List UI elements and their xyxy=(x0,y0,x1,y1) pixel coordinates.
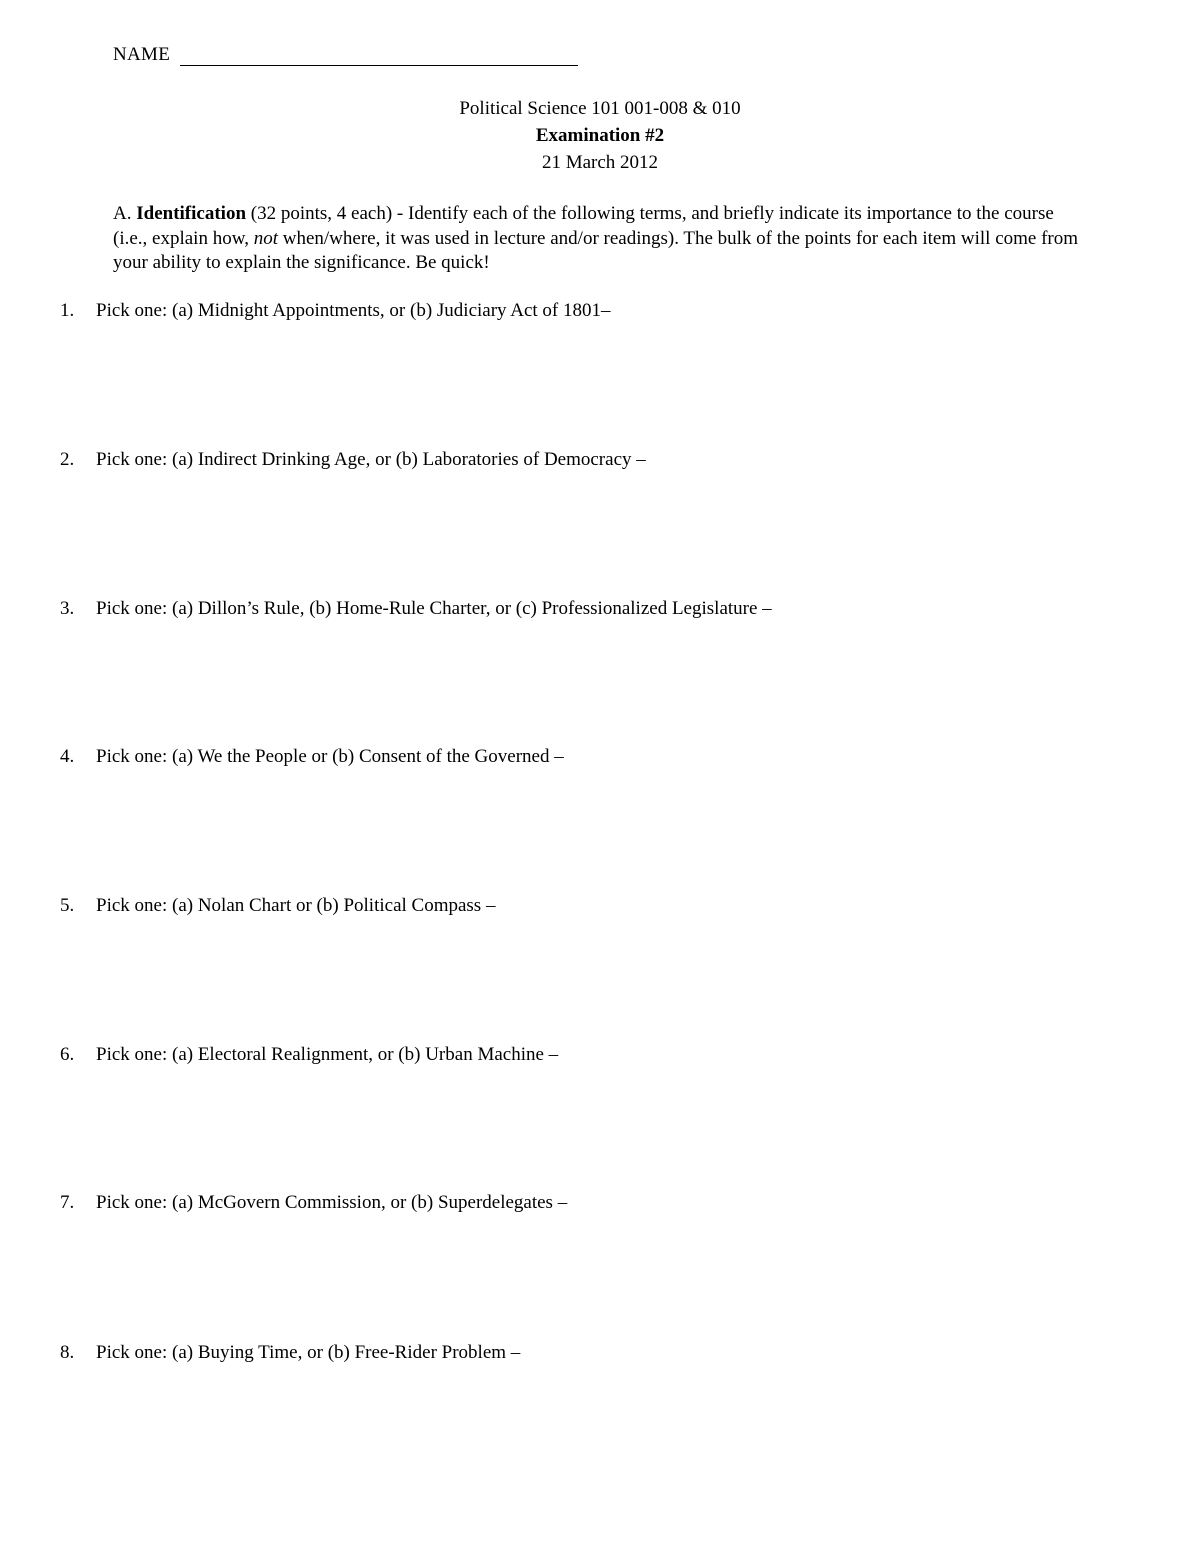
question-7 xyxy=(60,1192,567,1214)
question-3 xyxy=(60,598,772,620)
question-1 xyxy=(60,300,611,322)
name-label: NAME xyxy=(113,44,171,65)
question-6 xyxy=(60,1044,558,1066)
section-a-prefix: A. xyxy=(113,203,132,224)
exam-header xyxy=(0,95,1200,176)
exam-title: Examination #2 xyxy=(535,125,665,146)
question-text: Pick one: (a) McGovern Commission, or (b) Superdelegates – xyxy=(96,1192,568,1213)
question-number: 8. xyxy=(60,1342,75,1363)
section-a-instructions xyxy=(113,202,1088,276)
question-text: Pick one: (a) Electoral Realignment, or (b) Urban Machine – xyxy=(96,1044,559,1065)
question-4 xyxy=(60,746,564,768)
question-number: 3. xyxy=(60,598,75,619)
name-field xyxy=(113,44,578,66)
question-number: 4. xyxy=(60,746,75,767)
question-text: Pick one: (a) Buying Time, or (b) Free-Rider Problem – xyxy=(96,1342,521,1363)
section-a-emphasis: not xyxy=(253,227,278,249)
question-text: Pick one: (a) Dillon’s Rule, (b) Home-Rule Charter, or (c) Professionalized Legislature – xyxy=(96,598,772,619)
question-2 xyxy=(60,449,646,471)
question-8 xyxy=(60,1342,520,1364)
question-number: 2. xyxy=(60,449,75,470)
section-a-heading: Identification xyxy=(136,203,247,224)
course-title: Political Science 101 001-008 & 010 xyxy=(459,98,741,119)
question-text: Pick one: (a) Midnight Appointments, or (b) Judiciary Act of 1801– xyxy=(96,300,611,321)
question-number: 5. xyxy=(60,895,75,916)
question-text: Pick one: (a) Indirect Drinking Age, or (b) Laboratories of Democracy – xyxy=(96,449,646,470)
section-a-text-1: (32 points, 4 each) - Identify each of the following terms, and briefly indicate its importance to the course (i.e., explain how, xyxy=(113,203,1054,249)
question-number: 6. xyxy=(60,1044,75,1065)
name-blank-line[interactable] xyxy=(180,47,578,66)
question-text: Pick one: (a) Nolan Chart or (b) Political Compass – xyxy=(96,895,496,916)
question-number: 7. xyxy=(60,1192,75,1213)
exam-date: 21 March 2012 xyxy=(541,152,659,173)
question-number: 1. xyxy=(60,300,75,321)
question-text: Pick one: (a) We the People or (b) Consent of the Governed – xyxy=(96,746,564,767)
question-5 xyxy=(60,895,495,917)
section-a-text-2: when/where, it was used in lecture and/or readings). The bulk of the points for each item will come from your ability to explain the significance. Be quick! xyxy=(113,227,1079,273)
